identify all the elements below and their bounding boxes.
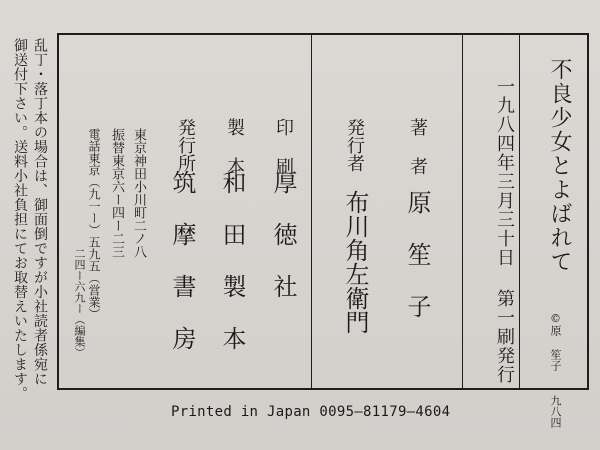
printed-in-japan: Printed in Japan 0095—81179—4604 <box>171 404 451 420</box>
publisher-name: 布川角左衛門 <box>341 190 369 334</box>
book-title: 不良少女とよばれて <box>547 58 572 274</box>
replacement-note-line2: 御送付下さい。送料小社負担にてお取替えいたします。 <box>12 38 28 401</box>
binder-label: 製 本 <box>224 118 245 175</box>
replacement-note-line1: 乱丁・落丁本の場合は、御面倒ですが小社読者係宛に <box>32 38 48 386</box>
house-name: 筑 摩 書 房 <box>168 170 196 350</box>
phone-editorial: 二四ー六九ー（編集） <box>73 248 86 358</box>
binder-name: 和 田 製 本 <box>218 170 246 350</box>
author-label: 著 者 <box>407 118 428 175</box>
divider-title <box>519 33 520 390</box>
transfer-account: 振替東京六ー四ー二三 <box>109 128 124 258</box>
copyright-notice: ©原 笙子 一九八四 <box>549 312 562 428</box>
publisher-address: 東京神田小川町二ノ八 <box>131 128 146 258</box>
author-name: 原 笙 子 <box>403 190 431 318</box>
house-label: 発行所 <box>175 118 196 172</box>
phone-sales: 電話東京（九一ー）五九五（営業） <box>87 128 101 320</box>
publication-date: 一九八四年三月三十日 第一刷発行 <box>494 77 515 384</box>
divider-date <box>462 33 463 390</box>
printer-label: 印 刷 <box>273 118 294 175</box>
divider-staff <box>311 33 312 390</box>
publisher-label: 発行者 <box>344 118 365 172</box>
printer-name: 厚 徳 社 <box>269 170 297 298</box>
